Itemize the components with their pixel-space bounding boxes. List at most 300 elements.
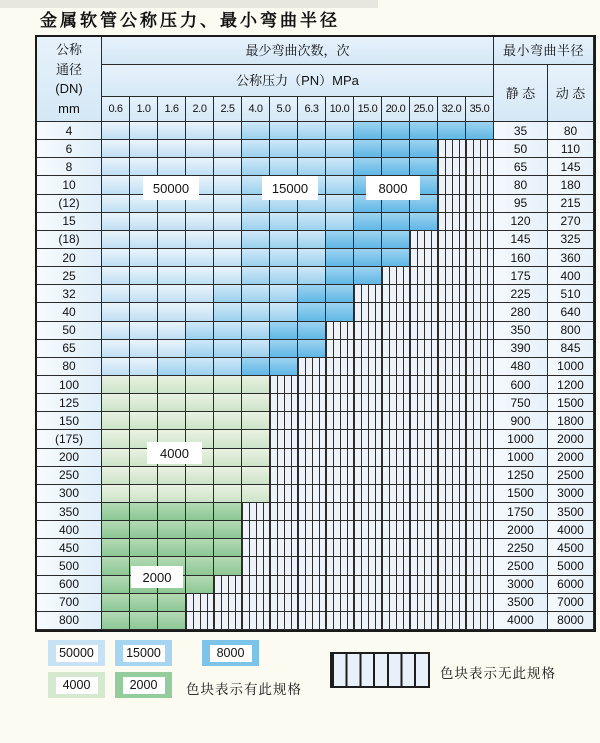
spec-cell-none: [466, 485, 494, 503]
spec-cell-none: [270, 557, 298, 575]
spec-cell-none: [438, 576, 466, 594]
spec-cell: [102, 340, 130, 358]
spec-cell: [186, 358, 214, 376]
spec-cell: [214, 340, 242, 358]
static-value-cell: 3500: [494, 594, 548, 612]
spec-cell: [242, 340, 270, 358]
spec-cell-none: [298, 576, 326, 594]
zone-label-8000: 8000: [366, 176, 420, 200]
spec-cell-none: [242, 612, 270, 630]
spec-cell-none: [410, 340, 438, 358]
spec-cell: [186, 231, 214, 249]
legend-block-4000: [48, 672, 105, 698]
spec-cell-none: [270, 485, 298, 503]
spec-cell: [186, 539, 214, 557]
spec-cell: [186, 394, 214, 412]
spec-cell-none: [354, 594, 382, 612]
spec-cell-none: [410, 267, 438, 285]
spec-cell: [130, 285, 158, 303]
spec-cell: [102, 412, 130, 430]
dynamic-value-cell: 215: [548, 195, 594, 213]
spec-cell: [186, 303, 214, 321]
legend-has-spec-text: 色块表示有此规格: [186, 682, 302, 697]
spec-cell: [242, 140, 270, 158]
spec-cell-none: [466, 358, 494, 376]
spec-cell: [130, 249, 158, 267]
spec-cell-none: [298, 394, 326, 412]
static-value-cell: 1000: [494, 430, 548, 448]
static-value-cell: 390: [494, 340, 548, 358]
spec-cell-none: [410, 249, 438, 267]
spec-cell-none: [438, 467, 466, 485]
spec-cell: [270, 322, 298, 340]
spec-cell: [158, 285, 186, 303]
spec-cell-none: [298, 412, 326, 430]
spec-cell-none: [186, 612, 214, 630]
spec-cell: [158, 358, 186, 376]
spec-cell: [298, 322, 326, 340]
spec-cell-none: [466, 249, 494, 267]
spec-cell-none: [326, 430, 354, 448]
dn-cell: 150: [37, 412, 102, 430]
static-value-cell: 900: [494, 412, 548, 430]
spec-cell: [102, 576, 130, 594]
spec-cell: [354, 213, 382, 231]
spec-cell: [298, 267, 326, 285]
spec-cell: [242, 485, 270, 503]
spec-cell: [214, 231, 242, 249]
spec-cell-none: [242, 576, 270, 594]
spec-cell-none: [354, 322, 382, 340]
spec-cell: [102, 376, 130, 394]
spec-cell-none: [382, 412, 410, 430]
spec-cell-none: [466, 449, 494, 467]
spec-cell-none: [270, 503, 298, 521]
spec-cell-none: [270, 412, 298, 430]
spec-cell-none: [410, 394, 438, 412]
static-value-cell: 1500: [494, 485, 548, 503]
spec-cell: [158, 140, 186, 158]
spec-cell: [130, 612, 158, 630]
spec-cell: [130, 376, 158, 394]
spec-cell-none: [438, 213, 466, 231]
spec-cell: [270, 249, 298, 267]
spec-cell: [102, 140, 130, 158]
dn-cell: (175): [37, 430, 102, 448]
spec-cell-none: [410, 412, 438, 430]
spec-cell-none: [354, 303, 382, 321]
spec-cell: [326, 249, 354, 267]
spec-cell-none: [466, 213, 494, 231]
dn-cell: 6: [37, 140, 102, 158]
dn-cell: 32: [37, 285, 102, 303]
spec-cell-none: [214, 576, 242, 594]
spec-cell: [158, 521, 186, 539]
spec-cell: [102, 594, 130, 612]
spec-cell: [382, 231, 410, 249]
spec-cell-none: [186, 594, 214, 612]
dynamic-value-cell: 180: [548, 176, 594, 194]
spec-cell: [438, 122, 466, 140]
spec-cell-none: [466, 612, 494, 630]
spec-cell: [102, 449, 130, 467]
spec-cell: [410, 140, 438, 158]
spec-cell: [242, 358, 270, 376]
spec-cell-none: [438, 140, 466, 158]
static-value-cell: 480: [494, 358, 548, 376]
spec-cell-none: [466, 412, 494, 430]
spec-cell-none: [466, 176, 494, 194]
spec-cell: [410, 213, 438, 231]
pressure-column-header: 35.0: [466, 97, 494, 122]
dn-cell: 25: [37, 267, 102, 285]
dynamic-value-cell: 4500: [548, 539, 594, 557]
dynamic-value-cell: 8000: [548, 612, 594, 630]
spec-cell: [102, 394, 130, 412]
static-value-cell: 145: [494, 231, 548, 249]
spec-cell-none: [354, 358, 382, 376]
spec-cell: [326, 195, 354, 213]
spec-cell-none: [326, 485, 354, 503]
pressure-column-header: 6.3: [298, 97, 326, 122]
spec-cell-none: [438, 267, 466, 285]
spec-cell-none: [354, 503, 382, 521]
spec-cell: [270, 340, 298, 358]
spec-cell: [214, 430, 242, 448]
pressure-column-header: 25.0: [410, 97, 438, 122]
pressure-column-header: 1.0: [130, 97, 158, 122]
header-dynamic: 动 态: [548, 65, 594, 122]
spec-cell: [158, 412, 186, 430]
spec-cell: [158, 485, 186, 503]
spec-cell: [186, 249, 214, 267]
spec-cell: [214, 249, 242, 267]
spec-cell-none: [326, 576, 354, 594]
spec-cell: [298, 340, 326, 358]
dn-cell: 80: [37, 358, 102, 376]
spec-cell: [186, 521, 214, 539]
spec-cell: [214, 503, 242, 521]
dynamic-value-cell: 325: [548, 231, 594, 249]
spec-cell: [130, 503, 158, 521]
spec-cell: [186, 467, 214, 485]
pressure-column-header: 5.0: [270, 97, 298, 122]
spec-cell: [270, 267, 298, 285]
pressure-column-header: 10.0: [326, 97, 354, 122]
dynamic-value-cell: 270: [548, 213, 594, 231]
spec-cell: [214, 285, 242, 303]
spec-cell: [242, 249, 270, 267]
spec-cell: [102, 467, 130, 485]
spec-cell: [382, 122, 410, 140]
spec-cell: [158, 594, 186, 612]
spec-cell-none: [410, 612, 438, 630]
spec-cell-none: [466, 322, 494, 340]
spec-cell: [130, 358, 158, 376]
header-dn-line: 公称: [55, 42, 82, 57]
dynamic-value-cell: 360: [548, 249, 594, 267]
spec-cell-none: [354, 412, 382, 430]
spec-cell: [158, 467, 186, 485]
spec-cell: [214, 449, 242, 467]
spec-cell-none: [270, 612, 298, 630]
spec-cell: [130, 412, 158, 430]
spec-cell-none: [354, 394, 382, 412]
spec-cell: [158, 267, 186, 285]
static-value-cell: 65: [494, 158, 548, 176]
spec-cell: [158, 213, 186, 231]
spec-cell-none: [298, 557, 326, 575]
dynamic-value-cell: 2000: [548, 430, 594, 448]
spec-cell: [102, 612, 130, 630]
dn-cell: 40: [37, 303, 102, 321]
spec-cell: [270, 231, 298, 249]
spec-cell: [130, 521, 158, 539]
spec-cell-none: [466, 376, 494, 394]
spec-cell: [214, 539, 242, 557]
spec-cell-none: [354, 576, 382, 594]
spec-cell: [130, 122, 158, 140]
spec-cell-none: [438, 322, 466, 340]
page-title: 金属软管公称压力、最小弯曲半径: [40, 11, 340, 31]
dynamic-value-cell: 2500: [548, 467, 594, 485]
spec-cell: [186, 267, 214, 285]
spec-cell-none: [298, 612, 326, 630]
spec-cell: [158, 612, 186, 630]
spec-cell-none: [438, 557, 466, 575]
spec-cell-none: [214, 612, 242, 630]
spec-cell: [214, 412, 242, 430]
spec-cell: [354, 267, 382, 285]
legend-no-spec-text: 色块表示无此规格: [440, 666, 556, 681]
spec-cell-none: [410, 322, 438, 340]
dn-cell: 200: [37, 449, 102, 467]
spec-cell-none: [382, 322, 410, 340]
pressure-column-header: 4.0: [242, 97, 270, 122]
spec-cell-none: [326, 521, 354, 539]
spec-cell-none: [242, 503, 270, 521]
spec-cell-none: [382, 557, 410, 575]
spec-cell: [130, 231, 158, 249]
static-value-cell: 95: [494, 195, 548, 213]
spec-cell-none: [326, 594, 354, 612]
spec-cell-none: [242, 521, 270, 539]
spec-cell-none: [326, 539, 354, 557]
spec-cell: [242, 158, 270, 176]
static-value-cell: 2250: [494, 539, 548, 557]
spec-cell: [354, 249, 382, 267]
spec-cell-none: [438, 412, 466, 430]
spec-cell: [298, 213, 326, 231]
static-value-cell: 2500: [494, 557, 548, 575]
spec-cell-none: [438, 394, 466, 412]
spec-cell-none: [270, 521, 298, 539]
spec-cell: [298, 140, 326, 158]
spec-cell-none: [242, 557, 270, 575]
spec-cell: [102, 358, 130, 376]
dn-cell: 400: [37, 521, 102, 539]
spec-cell: [158, 322, 186, 340]
header-pressure: 公称压力（PN）MPa: [102, 65, 494, 97]
spec-cell-none: [438, 612, 466, 630]
legend-label-8000: 8000: [210, 645, 252, 662]
legend-block-2000: [115, 672, 172, 698]
header-dn-line: (DN): [55, 81, 83, 96]
legend-label-50000: 50000: [56, 645, 98, 662]
spec-cell: [102, 430, 130, 448]
static-value-cell: 2000: [494, 521, 548, 539]
spec-cell-none: [326, 412, 354, 430]
dn-cell: 800: [37, 612, 102, 630]
dn-cell: 600: [37, 576, 102, 594]
spec-cell-none: [270, 430, 298, 448]
pressure-column-header: 20.0: [382, 97, 410, 122]
spec-cell-none: [410, 231, 438, 249]
dn-cell: 15: [37, 213, 102, 231]
spec-cell-none: [270, 376, 298, 394]
spec-cell: [214, 394, 242, 412]
spec-cell-none: [410, 430, 438, 448]
spec-cell-none: [298, 521, 326, 539]
static-value-cell: 750: [494, 394, 548, 412]
spec-cell: [270, 358, 298, 376]
spec-cell-none: [382, 485, 410, 503]
spec-cell: [130, 267, 158, 285]
dynamic-value-cell: 400: [548, 267, 594, 285]
spec-cell-none: [382, 285, 410, 303]
spec-cell: [130, 340, 158, 358]
spec-cell-none: [382, 449, 410, 467]
spec-cell: [186, 158, 214, 176]
legend-block-15000: [115, 640, 172, 666]
spec-cell-none: [466, 576, 494, 594]
spec-cell: [270, 122, 298, 140]
dn-cell: 250: [37, 467, 102, 485]
spec-cell-none: [354, 376, 382, 394]
spec-cell-none: [438, 303, 466, 321]
dynamic-value-cell: 845: [548, 340, 594, 358]
spec-cell: [102, 322, 130, 340]
spec-cell-none: [438, 285, 466, 303]
spec-cell: [186, 485, 214, 503]
spec-cell-none: [438, 176, 466, 194]
spec-cell-none: [354, 485, 382, 503]
spec-cell: [102, 557, 130, 575]
spec-cell-none: [382, 521, 410, 539]
spec-cell-none: [382, 576, 410, 594]
spec-cell: [158, 539, 186, 557]
spec-cell-none: [326, 322, 354, 340]
spec-cell: [102, 267, 130, 285]
spec-cell-none: [410, 358, 438, 376]
spec-cell: [354, 140, 382, 158]
spec-cell: [326, 213, 354, 231]
spec-cell: [186, 412, 214, 430]
spec-cell: [186, 322, 214, 340]
pressure-column-header: 32.0: [438, 97, 466, 122]
spec-cell-none: [382, 539, 410, 557]
dynamic-value-cell: 3000: [548, 485, 594, 503]
dynamic-value-cell: 800: [548, 322, 594, 340]
pressure-column-header: 2.0: [186, 97, 214, 122]
spec-cell-none: [382, 394, 410, 412]
spec-cell: [214, 322, 242, 340]
spec-cell-none: [410, 303, 438, 321]
spec-cell-none: [438, 503, 466, 521]
spec-cell-none: [410, 539, 438, 557]
dynamic-value-cell: 1500: [548, 394, 594, 412]
spec-cell: [382, 213, 410, 231]
spec-cell: [242, 467, 270, 485]
static-value-cell: 50: [494, 140, 548, 158]
spec-cell-none: [438, 594, 466, 612]
spec-cell: [382, 158, 410, 176]
spec-cell-none: [382, 303, 410, 321]
pressure-column-header: 15.0: [354, 97, 382, 122]
spec-cell: [158, 503, 186, 521]
spec-cell: [102, 176, 130, 194]
spec-cell-none: [326, 394, 354, 412]
spec-cell: [130, 140, 158, 158]
dn-cell: 100: [37, 376, 102, 394]
dn-cell: (18): [37, 231, 102, 249]
dynamic-value-cell: 1200: [548, 376, 594, 394]
spec-cell-none: [438, 231, 466, 249]
zone-label-2000: 2000: [131, 566, 183, 588]
dynamic-value-cell: 145: [548, 158, 594, 176]
header-dn-line: mm: [58, 100, 80, 116]
spec-cell-none: [410, 576, 438, 594]
spec-cell: [158, 231, 186, 249]
spec-cell-none: [466, 557, 494, 575]
dynamic-value-cell: 1000: [548, 358, 594, 376]
spec-cell: [214, 140, 242, 158]
spec-cell: [214, 158, 242, 176]
spec-cell: [102, 485, 130, 503]
spec-cell-none: [326, 557, 354, 575]
spec-cell: [102, 231, 130, 249]
spec-cell: [158, 376, 186, 394]
spec-cell-none: [438, 249, 466, 267]
spec-cell: [242, 267, 270, 285]
spec-cell: [102, 158, 130, 176]
spec-cell: [354, 231, 382, 249]
spec-cell-none: [466, 140, 494, 158]
spec-cell-none: [326, 449, 354, 467]
static-value-cell: 1250: [494, 467, 548, 485]
spec-cell: [214, 176, 242, 194]
spec-cell-none: [242, 594, 270, 612]
static-value-cell: 600: [494, 376, 548, 394]
spec-cell: [102, 213, 130, 231]
spec-cell: [214, 213, 242, 231]
spec-cell-none: [466, 303, 494, 321]
spec-cell-none: [326, 612, 354, 630]
spec-cell-none: [466, 231, 494, 249]
spec-cell-none: [410, 285, 438, 303]
spec-cell-none: [298, 503, 326, 521]
spec-cell: [382, 140, 410, 158]
spec-cell: [298, 231, 326, 249]
dynamic-value-cell: 5000: [548, 557, 594, 575]
spec-cell-none: [466, 158, 494, 176]
spec-cell-none: [354, 521, 382, 539]
spec-cell: [130, 467, 158, 485]
spec-cell: [214, 485, 242, 503]
spec-cell: [270, 303, 298, 321]
spec-cell-none: [298, 594, 326, 612]
spec-cell-none: [466, 521, 494, 539]
